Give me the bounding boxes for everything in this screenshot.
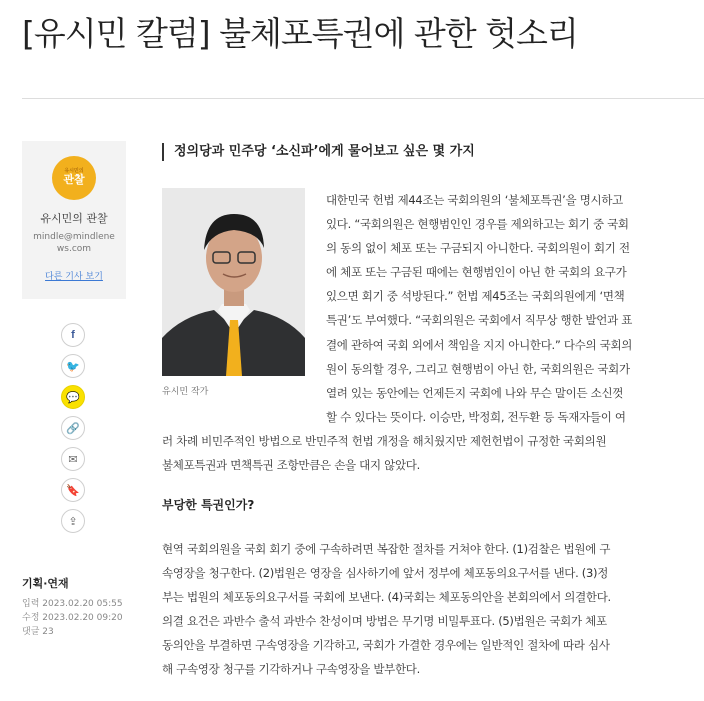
category-label[interactable]: 기획·연재 xyxy=(22,577,69,590)
body-line: 현역 국회의원을 국회 회기 중에 구속하려면 복잡한 절차를 거쳐야 한다. (1)검찰은 법원에 구 xyxy=(162,542,611,556)
body-line: 에 체포 또는 구금된 때에는 현행범인이 아닌 한 국회의 요구가 xyxy=(326,265,627,280)
comment-count[interactable]: 댓글 23 xyxy=(22,627,54,637)
author-email: mindle@mindlenews.com xyxy=(33,232,115,254)
portrait-image xyxy=(162,188,305,376)
article-meta xyxy=(22,575,123,639)
share-icon: ⇪ xyxy=(68,514,78,528)
article-paragraph-2 xyxy=(162,537,697,682)
author-photo xyxy=(162,188,305,376)
bookmark-button[interactable] xyxy=(61,478,85,502)
article-paragraph-1-continued xyxy=(162,429,697,477)
author-name[interactable]: 유시민의 관찰 xyxy=(40,212,108,225)
body-line: 열려 있는 동안에는 언제든지 국회에 나와 무슨 말이든 소신껏 xyxy=(326,385,624,400)
twitter-icon: 🐦 xyxy=(66,359,80,373)
share-button[interactable] xyxy=(61,509,85,533)
body-line: 의결 요건은 과반수 출석 과반수 찬성이며 방법은 무기명 비밀투표다. (5)법원은 국회가 체포 xyxy=(162,614,607,629)
twitter-share-button[interactable] xyxy=(61,354,85,378)
email-share-button[interactable] xyxy=(61,447,85,471)
body-line: 있다. “국회의원은 현행범인인 경우를 제외하고는 회기 중 국회 xyxy=(326,217,629,232)
link-icon: 🔗 xyxy=(66,421,80,435)
body-line: 속영장을 청구한다. (2)법원은 영장을 심사하기에 앞서 정부에 체포동의요구서를 낸다. (3)정 xyxy=(162,566,609,581)
body-line: 부는 법원의 체포동의요구서를 국회에 보낸다. (4)국회는 체포동의안을 본회의에서 의결한다. xyxy=(162,590,611,605)
title-divider xyxy=(22,98,704,99)
body-line: 의 동의 없이 체포 또는 구금되지 아니한다. 국회의원이 회기 전 xyxy=(326,241,630,256)
logo-small-text: 유시민의 xyxy=(64,168,84,175)
facebook-icon: f xyxy=(71,329,75,341)
body-line: 대한민국 헌법 제44조는 국회의원의 ‘불체포특권’을 명시하고 xyxy=(326,193,623,207)
article-paragraph-1 xyxy=(326,188,697,429)
facebook-share-button[interactable] xyxy=(61,323,85,347)
more-articles-link[interactable]: 다른 기사 보기 xyxy=(45,272,103,282)
logo-main-text: 관찰 xyxy=(63,173,85,187)
section-heading: 부당한 특권인가? xyxy=(162,498,255,512)
body-line: 원이 동의할 경우, 그리고 현행범이 아닌 한, 국회의원은 국회가 xyxy=(326,361,630,376)
article-title: [유시민 칼럼] 불체포특권에 관한 헛소리 xyxy=(22,14,578,53)
bookmark-icon: 🔖 xyxy=(66,483,80,497)
body-line: 동의안을 부결하면 구속영장을 기각하고, 국회가 가결한 경우에는 일반적인 절차에 따라 심사 xyxy=(162,638,610,653)
mail-icon: ✉ xyxy=(68,452,78,466)
kakao-icon: 💬 xyxy=(66,390,80,404)
author-box xyxy=(22,141,126,299)
modified-date: 수정 2023.02.20 09:20 xyxy=(22,613,123,623)
body-line: 해 구속영장 청구를 기각하거나 구속영장을 발부한다. xyxy=(162,662,420,677)
body-line: 결에 관하여 국회 외에서 책임을 지지 아니한다.” 다수의 국회의 xyxy=(326,337,633,352)
copy-link-button[interactable] xyxy=(61,416,85,440)
published-date: 입력 2023.02.20 05:55 xyxy=(22,599,123,609)
body-line: 특권’도 부여했다. “국회의원은 국회에서 직무상 행한 발언과 표 xyxy=(326,313,633,328)
body-line: 할 수 있다는 뜻이다. 이승만, 박정희, 전두환 등 독재자들이 여 xyxy=(326,409,626,424)
kakao-share-button[interactable] xyxy=(61,385,85,409)
photo-caption: 유시민 작가 xyxy=(162,387,209,397)
body-line: 있으면 회기 중 석방된다.” 헌법 제45조는 국회의원에게 ‘면책 xyxy=(326,289,625,304)
body-line: 러 차례 비민주적인 방법으로 반민주적 헌법 개정을 해치웠지만 제헌헌법이 규정한 국회의원 xyxy=(162,434,607,448)
body-line: 불체포특권과 면책특권 조항만큼은 손을 대지 않았다. xyxy=(162,458,420,473)
author-logo[interactable] xyxy=(52,156,96,200)
article-subtitle: 정의당과 민주당 ‘소신파’에게 물어보고 싶은 몇 가지 xyxy=(162,143,475,161)
